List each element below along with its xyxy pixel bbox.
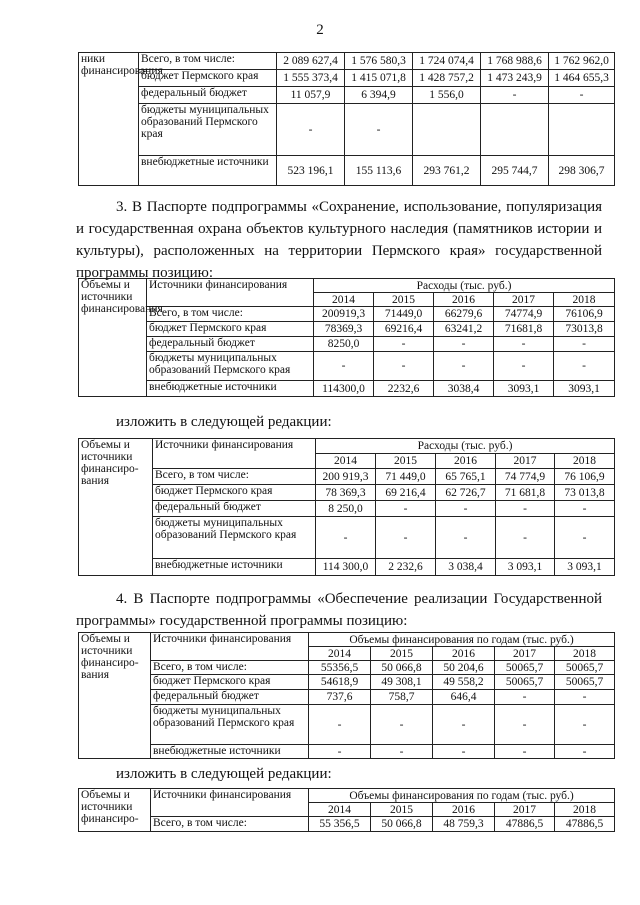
table-header-row xyxy=(79,633,615,647)
year-cell: 2017 xyxy=(495,803,555,817)
value-cell xyxy=(413,104,481,156)
value-cell: 55356,5 xyxy=(309,661,371,675)
funding-by-years-header: Объемы финансирования по годам (тыс. руб.) xyxy=(309,789,615,803)
year-cell: 2016 xyxy=(434,293,494,307)
value-cell: - xyxy=(554,352,615,381)
row-label: бюджеты муниципальных образований Пермского края xyxy=(139,104,277,156)
year-cell: 2018 xyxy=(555,647,615,661)
table-row xyxy=(79,675,615,690)
value-cell: 200919,3 xyxy=(314,307,374,322)
value-cell: 1 768 988,6 xyxy=(481,53,549,70)
value-cell: 114 300,0 xyxy=(316,559,376,576)
value-cell: 1 473 243,9 xyxy=(481,70,549,87)
value-cell: 50 066,8 xyxy=(371,661,433,675)
value-cell: 50 066,8 xyxy=(371,817,433,832)
row-label: бюджет Пермского края xyxy=(139,70,277,87)
value-cell xyxy=(549,104,615,156)
funding-sources-label: Объемы и источники финансиро- xyxy=(79,789,151,832)
value-cell: 78 369,3 xyxy=(316,485,376,501)
value-cell: - xyxy=(495,745,555,759)
row-label: Всего, в том числе: xyxy=(151,817,309,832)
year-cell: 2015 xyxy=(374,293,434,307)
value-cell: 1 464 655,3 xyxy=(549,70,615,87)
value-cell: - xyxy=(496,517,555,559)
value-cell: 63241,2 xyxy=(434,322,494,337)
value-cell: 114300,0 xyxy=(314,381,374,397)
value-cell: 1 415 071,8 xyxy=(345,70,413,87)
table-header-row xyxy=(79,789,615,803)
value-cell: - xyxy=(549,87,615,104)
row-label: Всего, в том числе: xyxy=(147,307,314,322)
year-cell: 2018 xyxy=(555,803,615,817)
value-cell: - xyxy=(374,337,434,352)
table-row xyxy=(79,337,615,352)
table-row xyxy=(79,705,615,745)
value-cell: 1 576 580,3 xyxy=(345,53,413,70)
table-row xyxy=(79,87,615,104)
row-label: внебюджетные источники xyxy=(151,745,309,759)
value-cell: 69216,4 xyxy=(374,322,434,337)
row-label: внебюджетные источники xyxy=(139,156,277,186)
row-label: Всего, в том числе: xyxy=(139,53,277,70)
funding-by-years-table-new xyxy=(78,788,615,832)
value-cell: 47886,5 xyxy=(555,817,615,832)
value-cell: 50 204,6 xyxy=(433,661,495,675)
value-cell: 1 724 074,4 xyxy=(413,53,481,70)
value-cell: 8250,0 xyxy=(314,337,374,352)
funding-sources-label: Объемы и источники финансиро-вания xyxy=(79,439,153,576)
table-row xyxy=(79,690,615,705)
row-label: внебюджетные источники xyxy=(147,381,314,397)
value-cell: - xyxy=(371,705,433,745)
value-cell: - xyxy=(376,501,436,517)
value-cell: 48 759,3 xyxy=(433,817,495,832)
value-cell: - xyxy=(496,501,555,517)
value-cell: 3 038,4 xyxy=(436,559,496,576)
value-cell: 55 356,5 xyxy=(309,817,371,832)
value-cell: 69 216,4 xyxy=(376,485,436,501)
table-row xyxy=(79,307,615,322)
value-cell: - xyxy=(433,745,495,759)
table-row xyxy=(79,745,615,759)
row-label: бюджеты муниципальных образований Пермского края xyxy=(153,517,316,559)
row-label: бюджеты муниципальных образований Пермского края xyxy=(151,705,309,745)
value-cell: 71 681,8 xyxy=(496,485,555,501)
value-cell: - xyxy=(495,690,555,705)
value-cell: 50065,7 xyxy=(495,661,555,675)
sources-header: Источники финансирования xyxy=(147,279,314,307)
table-row xyxy=(79,485,615,501)
value-cell: 646,4 xyxy=(433,690,495,705)
value-cell: - xyxy=(555,705,615,745)
paragraph-4 xyxy=(76,588,602,632)
value-cell: 65 765,1 xyxy=(436,469,496,485)
table-row xyxy=(79,559,615,576)
value-cell: 54618,9 xyxy=(309,675,371,690)
year-cell: 2014 xyxy=(309,803,371,817)
value-cell: - xyxy=(316,517,376,559)
table-row xyxy=(79,517,615,559)
row-label: бюджет Пермского края xyxy=(153,485,316,501)
table-row xyxy=(79,817,615,832)
value-cell: 523 196,1 xyxy=(277,156,345,186)
funding-by-years-table-old xyxy=(78,632,615,759)
year-cell: 2016 xyxy=(433,647,495,661)
table-row xyxy=(79,352,615,381)
table-row xyxy=(79,70,615,87)
value-cell: - xyxy=(555,501,615,517)
value-cell: 3 093,1 xyxy=(555,559,615,576)
year-cell: 2014 xyxy=(316,454,376,469)
table-row xyxy=(79,322,615,337)
value-cell: 78369,3 xyxy=(314,322,374,337)
table-row xyxy=(79,104,615,156)
row-label: федеральный бюджет xyxy=(151,690,309,705)
value-cell: 66279,6 xyxy=(434,307,494,322)
year-cell: 2017 xyxy=(496,454,555,469)
value-cell: - xyxy=(277,104,345,156)
value-cell: - xyxy=(434,337,494,352)
table-row xyxy=(79,501,615,517)
paragraph-3 xyxy=(76,196,602,284)
value-cell: - xyxy=(436,501,496,517)
value-cell: 73 013,8 xyxy=(555,485,615,501)
value-cell: 76106,9 xyxy=(554,307,615,322)
value-cell: 11 057,9 xyxy=(277,87,345,104)
paragraph-3-text: 3. В Паспорте подпрограммы «Сохранение, использование, популяризация и государственная охрана объектов культурного наследия (памятников истории и культуры), расположенных на территории Пермского края» государственной программы позицию: xyxy=(76,199,602,281)
year-cell: 2017 xyxy=(495,647,555,661)
year-cell: 2016 xyxy=(436,454,496,469)
value-cell: 737,6 xyxy=(309,690,371,705)
value-cell: - xyxy=(555,517,615,559)
table-header-row xyxy=(79,439,615,454)
value-cell: 49 308,1 xyxy=(371,675,433,690)
value-cell: - xyxy=(554,337,615,352)
year-cell: 2014 xyxy=(314,293,374,307)
value-cell xyxy=(481,104,549,156)
row-label: федеральный бюджет xyxy=(147,337,314,352)
value-cell: - xyxy=(494,352,554,381)
expenses-table-old xyxy=(78,278,615,397)
value-cell: 50065,7 xyxy=(555,675,615,690)
value-cell: 200 919,3 xyxy=(316,469,376,485)
expenses-table-new xyxy=(78,438,615,576)
value-cell: 3038,4 xyxy=(434,381,494,397)
value-cell: 6 394,9 xyxy=(345,87,413,104)
value-cell: 758,7 xyxy=(371,690,433,705)
value-cell: - xyxy=(555,690,615,705)
value-cell: - xyxy=(481,87,549,104)
page-number: 2 xyxy=(316,22,324,38)
value-cell: 3 093,1 xyxy=(496,559,555,576)
funding-by-years-header: Объемы финансирования по годам (тыс. руб.) xyxy=(309,633,615,647)
row-label: бюджеты муниципальных образований Пермского края xyxy=(147,352,314,381)
year-cell: 2014 xyxy=(309,647,371,661)
year-cell: 2016 xyxy=(433,803,495,817)
value-cell: 1 556,0 xyxy=(413,87,481,104)
table-row xyxy=(79,469,615,485)
table-row xyxy=(79,381,615,397)
value-cell: - xyxy=(376,517,436,559)
row-label: федеральный бюджет xyxy=(153,501,316,517)
value-cell: 3093,1 xyxy=(554,381,615,397)
row-label: бюджет Пермского края xyxy=(151,675,309,690)
row-label: федеральный бюджет xyxy=(139,87,277,104)
value-cell: 298 306,7 xyxy=(549,156,615,186)
value-cell: 295 744,7 xyxy=(481,156,549,186)
value-cell: 73013,8 xyxy=(554,322,615,337)
value-cell: 1 555 373,4 xyxy=(277,70,345,87)
value-cell: 1 762 962,0 xyxy=(549,53,615,70)
value-cell: 47886,5 xyxy=(495,817,555,832)
year-cell: 2017 xyxy=(494,293,554,307)
table-header-row xyxy=(79,279,615,293)
value-cell: - xyxy=(433,705,495,745)
expenses-header: Расходы (тыс. руб.) xyxy=(316,439,615,454)
table-row xyxy=(79,156,615,186)
value-cell: 71449,0 xyxy=(374,307,434,322)
year-cell: 2015 xyxy=(371,647,433,661)
value-cell: 1 428 757,2 xyxy=(413,70,481,87)
row-label: бюджет Пермского края xyxy=(147,322,314,337)
value-cell: 76 106,9 xyxy=(555,469,615,485)
value-cell: - xyxy=(494,337,554,352)
value-cell: 155 113,6 xyxy=(345,156,413,186)
year-cell: 2018 xyxy=(554,293,615,307)
edit-phrase-2: изложить в следующей редакции: xyxy=(116,766,332,782)
value-cell: 62 726,7 xyxy=(436,485,496,501)
funding-sources-label: Объемы и источники финансиро-вания xyxy=(79,633,151,759)
value-cell: 3093,1 xyxy=(494,381,554,397)
value-cell: 2232,6 xyxy=(374,381,434,397)
year-cell: 2015 xyxy=(371,803,433,817)
value-cell: - xyxy=(495,705,555,745)
year-cell: 2018 xyxy=(555,454,615,469)
value-cell: 50065,7 xyxy=(555,661,615,675)
table-row xyxy=(79,661,615,675)
value-cell: - xyxy=(374,352,434,381)
value-cell: - xyxy=(371,745,433,759)
paragraph-4-text: 4. В Паспорте подпрограммы «Обеспечение реализации Государственной программы» государственной программы позицию: xyxy=(76,591,602,629)
sources-header: Источники финансирования xyxy=(151,633,309,661)
table-row xyxy=(79,53,615,70)
value-cell: 293 761,2 xyxy=(413,156,481,186)
value-cell: 74 774,9 xyxy=(496,469,555,485)
funding-table-continued xyxy=(78,52,615,186)
value-cell: - xyxy=(314,352,374,381)
edit-phrase-1: изложить в следующей редакции: xyxy=(116,414,332,430)
value-cell: - xyxy=(309,745,371,759)
value-cell: - xyxy=(434,352,494,381)
row-label: внебюджетные источники xyxy=(153,559,316,576)
row-label: Всего, в том числе: xyxy=(153,469,316,485)
funding-sources-label: Объемы и источники финансирования xyxy=(79,279,147,397)
value-cell: 71 449,0 xyxy=(376,469,436,485)
value-cell: 50065,7 xyxy=(495,675,555,690)
value-cell: 74774,9 xyxy=(494,307,554,322)
row-label: Всего, в том числе: xyxy=(151,661,309,675)
sources-header: Источники финансирования xyxy=(153,439,316,469)
value-cell: - xyxy=(345,104,413,156)
year-cell: 2015 xyxy=(376,454,436,469)
value-cell: 8 250,0 xyxy=(316,501,376,517)
value-cell: 49 558,2 xyxy=(433,675,495,690)
value-cell: 2 089 627,4 xyxy=(277,53,345,70)
value-cell: 71681,8 xyxy=(494,322,554,337)
value-cell: - xyxy=(309,705,371,745)
sources-header: Источники финансирования xyxy=(151,789,309,817)
value-cell: - xyxy=(436,517,496,559)
value-cell: 2 232,6 xyxy=(376,559,436,576)
funding-sources-label: ники финансирования xyxy=(79,53,139,186)
value-cell: - xyxy=(555,745,615,759)
expenses-header: Расходы (тыс. руб.) xyxy=(314,279,615,293)
